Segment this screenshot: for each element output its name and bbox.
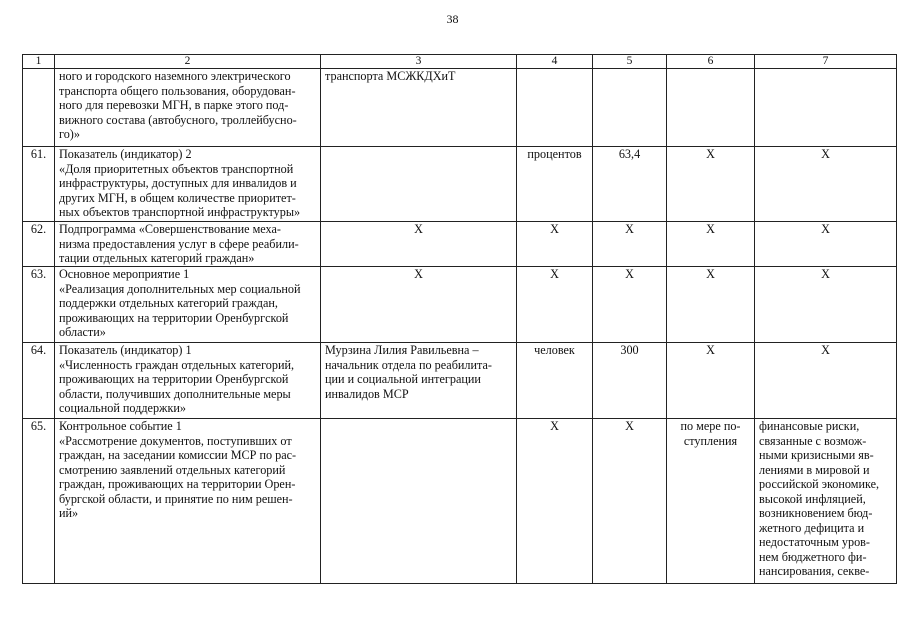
row-description: Подпрограмма «Совершенствование меха- низма предоставления услуг в сфере реабили- тации отдельных категорий граждан» — [55, 222, 321, 267]
header-cell: 3 — [321, 55, 517, 69]
value-cell: Х — [593, 222, 667, 267]
row-number: 63. — [23, 267, 55, 343]
value-cell: 300 — [593, 343, 667, 419]
deadline-cell: по мере по- ступления — [667, 419, 755, 584]
unit-cell — [517, 69, 593, 147]
row-description: Показатель (индикатор) 1 «Численность граждан отдельных категорий, проживающих на территории Оренбургской области, получивших дополнительные меры социальной поддержки» — [55, 343, 321, 419]
table-row — [23, 267, 897, 343]
value-cell: Х — [593, 419, 667, 584]
responsible-cell: Мурзина Лилия Равильевна – начальник отдела по реабилита- ции и социальной интеграции инвалидов МСР — [321, 343, 517, 419]
table-row — [23, 147, 897, 222]
table-row — [23, 419, 897, 584]
header-cell: 2 — [55, 55, 321, 69]
responsible-cell — [321, 419, 517, 584]
row-number: 64. — [23, 343, 55, 419]
row-description: ного и городского наземного электрического транспорта общего пользования, оборудован- ного для перевозки МГН, в парке этого под- вижного состава (автобусного, троллейбусно- го)» — [55, 69, 321, 147]
table-row — [23, 69, 897, 147]
row-number — [23, 69, 55, 147]
risk-cell: Х — [755, 267, 897, 343]
header-cell: 1 — [23, 55, 55, 69]
indicator-table — [22, 54, 897, 584]
unit-cell: Х — [517, 267, 593, 343]
unit-cell: Х — [517, 222, 593, 267]
risk-cell: Х — [755, 343, 897, 419]
deadline-cell — [667, 69, 755, 147]
deadline-cell: Х — [667, 343, 755, 419]
header-cell: 4 — [517, 55, 593, 69]
risk-cell — [755, 69, 897, 147]
row-description: Основное мероприятие 1 «Реализация дополнительных мер социальной поддержки отдельных категорий граждан, проживающих на территории Оренбургской области» — [55, 267, 321, 343]
responsible-cell: транспорта МСЖКДХиТ — [321, 69, 517, 147]
table-row — [23, 343, 897, 419]
deadline-cell: Х — [667, 147, 755, 222]
deadline-cell: Х — [667, 267, 755, 343]
header-cell: 7 — [755, 55, 897, 69]
responsible-cell — [321, 147, 517, 222]
responsible-cell: Х — [321, 267, 517, 343]
unit-cell: человек — [517, 343, 593, 419]
header-cell: 5 — [593, 55, 667, 69]
risk-cell: Х — [755, 222, 897, 267]
row-description: Показатель (индикатор) 2 «Доля приоритетных объектов транспортной инфраструктуры, доступных для инвалидов и других МГН, в общем количестве приоритет- ных объектов транспортной инфраструктуры» — [55, 147, 321, 222]
row-number: 62. — [23, 222, 55, 267]
risk-cell: финансовые риски, связанные с возмож- ными кризисными яв- лениями в мировой и российской экономике, высокой инфляцией, возникновением бюд- жетного дефицита и недостаточным уров- нем бюджетного фи- нансирования, секве- — [755, 419, 897, 584]
page-number: 38 — [446, 12, 459, 26]
row-description: Контрольное событие 1 «Рассмотрение документов, поступивших от граждан, на заседании комиссии МСР по рас- смотрению заявлений отдельных категорий граждан, проживающих на территории Орен- бургской области, и принятие по ним решен- ий» — [55, 419, 321, 584]
unit-cell: процентов — [517, 147, 593, 222]
unit-cell: Х — [517, 419, 593, 584]
responsible-cell: Х — [321, 222, 517, 267]
value-cell: Х — [593, 267, 667, 343]
header-cell: 6 — [667, 55, 755, 69]
risk-cell: Х — [755, 147, 897, 222]
header-row — [23, 55, 897, 69]
value-cell — [593, 69, 667, 147]
deadline-cell: Х — [667, 222, 755, 267]
row-number: 61. — [23, 147, 55, 222]
value-cell: 63,4 — [593, 147, 667, 222]
row-number: 65. — [23, 419, 55, 584]
table-row — [23, 222, 897, 267]
